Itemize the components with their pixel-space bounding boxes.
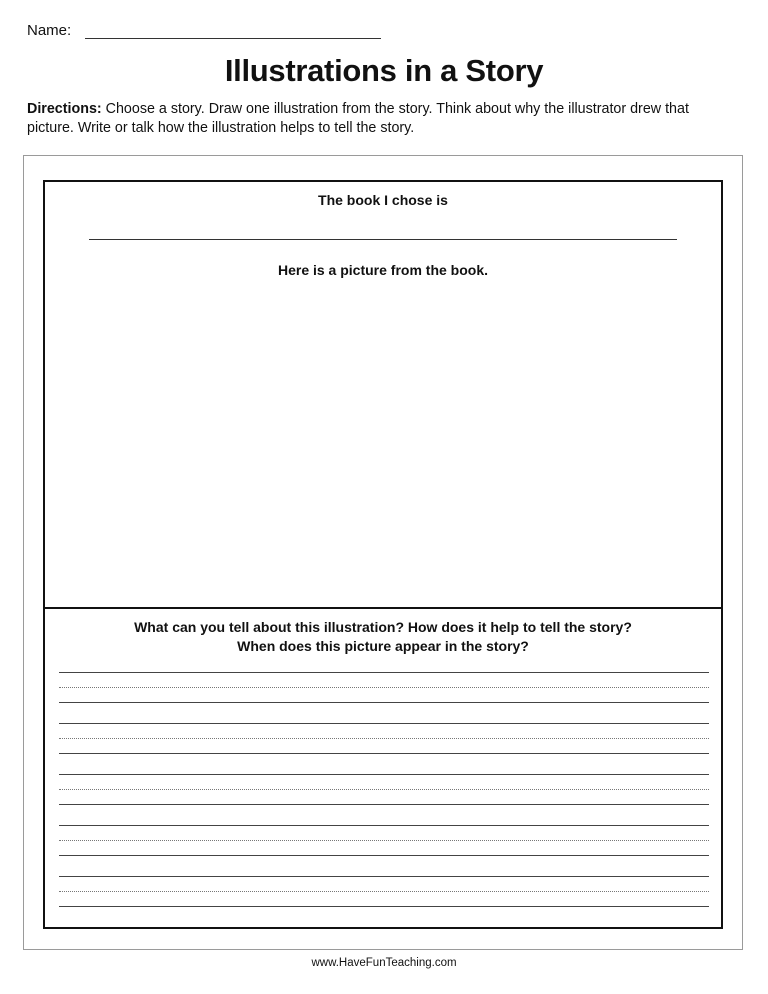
book-prompt: The book I chose is	[318, 192, 448, 208]
writing-line-dotted	[59, 891, 709, 892]
name-field-row	[27, 22, 381, 39]
name-label: Name:	[27, 22, 72, 39]
writing-line-solid	[59, 855, 709, 856]
question-line-1: What can you tell about this illustration? How does it help to tell the story?	[134, 619, 632, 635]
writing-line-solid	[59, 825, 709, 826]
writing-line-solid	[59, 753, 709, 754]
directions	[27, 100, 739, 138]
writing-line-dotted	[59, 738, 709, 739]
writing-line-solid	[59, 804, 709, 805]
worksheet-title: Illustrations in a Story	[224, 53, 544, 88]
writing-line-solid	[59, 672, 709, 673]
directions-label: Directions:	[27, 101, 102, 117]
writing-line-solid	[59, 702, 709, 703]
activity-box	[43, 180, 723, 929]
footer-website: www.HaveFunTeaching.com	[311, 957, 457, 969]
book-title-write-line[interactable]	[89, 239, 677, 240]
writing-line-dotted	[59, 840, 709, 841]
name-write-line[interactable]	[85, 22, 381, 39]
writing-line-dotted	[59, 687, 709, 688]
question-line-2: When does this picture appear in the story?	[237, 638, 529, 654]
section-divider	[45, 607, 721, 609]
writing-line-solid	[59, 774, 709, 775]
writing-line-dotted	[59, 789, 709, 790]
writing-line-solid	[59, 906, 709, 907]
directions-text: Choose a story. Draw one illustration from the story. Think about why the illustrator drew that picture. Write or talk how the illustration helps to tell the story.	[27, 101, 689, 136]
writing-line-solid	[59, 876, 709, 877]
writing-line-solid	[59, 723, 709, 724]
picture-prompt: Here is a picture from the book.	[277, 262, 489, 278]
illustration-question	[45, 618, 721, 656]
